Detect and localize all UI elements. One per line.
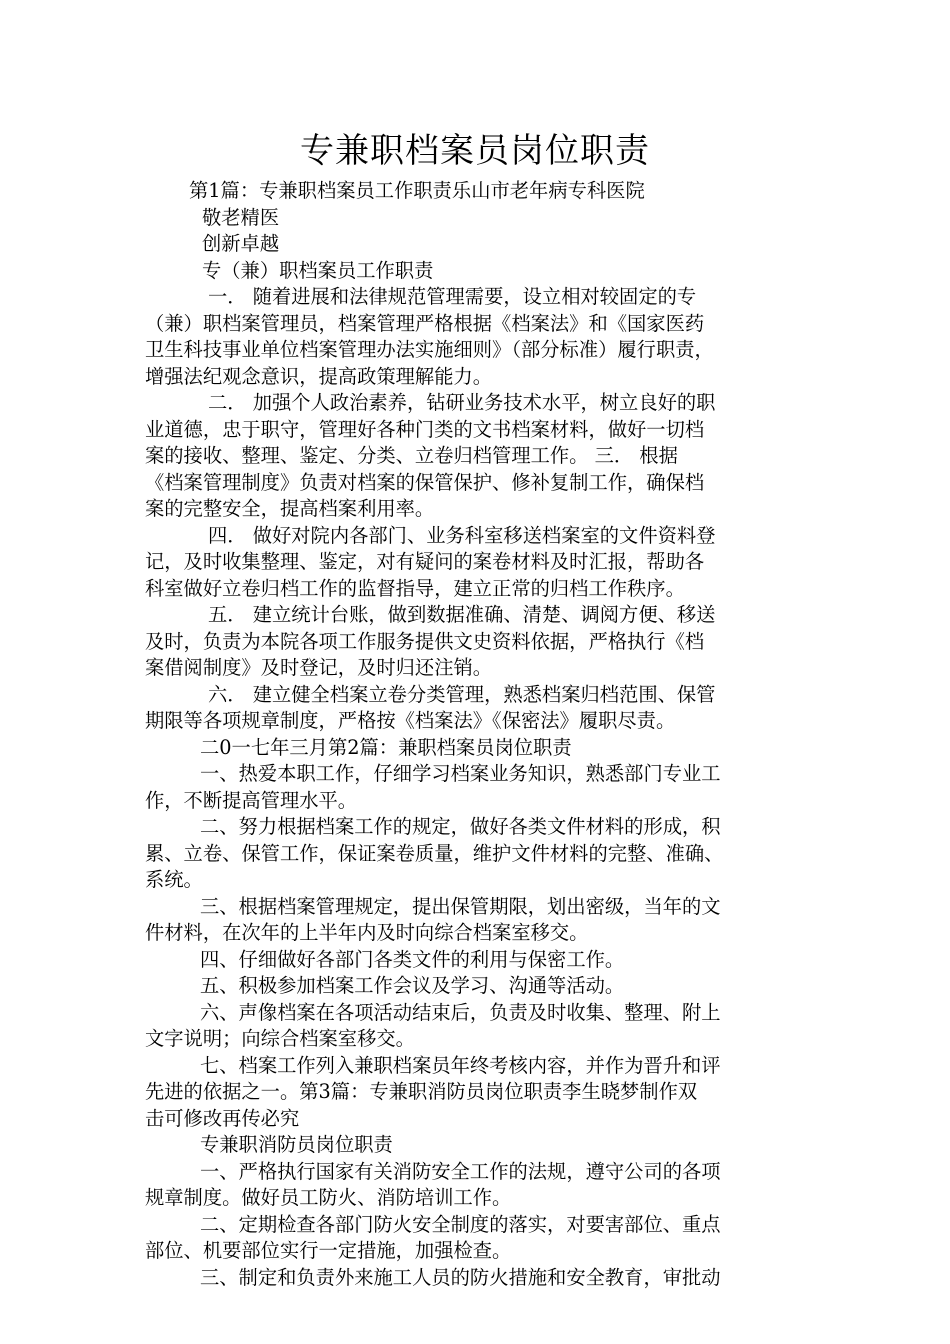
text-line: 卫生科技事业单位档案管理办法实施细则》（部分标准）履行职责，: [145, 338, 714, 361]
text-line: 一、热爱本职工作，仔细学习档案业务知识，熟悉部门专业工: [200, 762, 721, 785]
text-line: 专（兼）职档案员工作职责: [202, 258, 434, 282]
text-line: 案借阅制度》及时登记，及时归还注销。: [145, 656, 493, 679]
text-line: 系统。: [145, 868, 203, 891]
text-line: 敬老精医: [202, 205, 280, 229]
text-line: 部位、机要部位实行一定措施，加强检查。: [145, 1239, 512, 1262]
document-title: 专兼职档案员岗位职责: [300, 131, 650, 171]
text-line: 案的接收、整理、鉴定、分类、立卷归档管理工作。 三． 根据: [145, 444, 678, 467]
text-line: 案的完整安全，提高档案利用率。: [145, 497, 435, 520]
text-line: 五． 建立统计台账，做到数据准确、清楚、调阅方便、移送: [208, 603, 716, 626]
text-line: 二． 加强个人政治素养，钻研业务技术水平，树立良好的职: [208, 391, 716, 414]
text-line: 文字说明；向综合档案室移交。: [145, 1027, 415, 1050]
text-line: 规章制度。做好员工防火、消防培训工作。: [145, 1186, 512, 1209]
text-line: 三、制定和负责外来施工人员的防火措施和安全教育，审批动: [200, 1265, 721, 1289]
text-line: 作，不断提高管理水平。: [145, 788, 358, 812]
document-body: [145, 178, 825, 1291]
text-line: 专兼职消防员岗位职责: [200, 1133, 393, 1156]
text-line: 一． 随着进展和法律规范管理需要，设立相对较固定的专: [208, 285, 697, 308]
text-line: 二、努力根据档案工作的规定，做好各类文件材料的形成，积: [200, 815, 721, 838]
text-line: 四． 做好对院内各部门、业务科室移送档案室的文件资料登: [208, 523, 716, 547]
text-line: 五、积极参加档案工作会议及学习、沟通等活动。: [200, 974, 625, 997]
text-line: 第1篇：专兼职档案员工作职责乐山市老年病专科医院: [189, 179, 645, 202]
text-line: 期限等各项规章制度，严格按《档案法》《保密法》履职尽责。: [145, 709, 676, 732]
text-line: 《档案管理制度》负责对档案的保管保护、修补复制工作，确保档: [145, 470, 705, 494]
text-line: 创新卓越: [202, 232, 280, 255]
text-line: 累、立卷、保管工作，保证案卷质量，维护文件材料的完整、准确、: [145, 841, 724, 865]
text-line: 击可修改再传必究: [145, 1106, 300, 1130]
text-line: 四、仔细做好各部门各类文件的利用与保密工作。: [200, 947, 625, 971]
text-line: 先进的依据之一。第3篇：专兼职消防员岗位职责李生晓梦制作双: [145, 1080, 698, 1103]
text-line: （兼）职档案管理员，档案管理严格根据《档案法》和《国家医药: [145, 311, 705, 335]
text-line: 二0一七年三月第2篇：兼职档案员岗位职责: [200, 735, 572, 759]
text-line: 三、根据档案管理规定，提出保管期限，划出密级，当年的文: [200, 894, 721, 918]
text-line: 六、声像档案在各项活动结束后，负责及时收集、整理、附上: [200, 1000, 721, 1024]
text-line: 一、严格执行国家有关消防安全工作的法规，遵守公司的各项: [200, 1159, 721, 1183]
text-line: 增强法纪观念意识，提高政策理解能力。: [145, 364, 493, 388]
text-line: 科室做好立卷归档工作的监督指导，建立正常的归档工作秩序。: [145, 576, 685, 600]
text-line: 七、档案工作列入兼职档案员年终考核内容，并作为晋升和评: [200, 1053, 721, 1077]
text-line: 件材料，在次年的上半年内及时向综合档案室移交。: [145, 921, 589, 944]
text-line: 二、定期检查各部门防火安全制度的落实，对要害部位、重点: [200, 1212, 721, 1236]
text-line: 及时，负责为本院各项工作服务提供文史资料依据，严格执行《档: [145, 629, 705, 653]
text-line: 六． 建立健全档案立卷分类管理，熟悉档案归档范围、保管: [208, 682, 716, 706]
text-line: 业道德，忠于职守，管理好各种门类的文书档案材料，做好一切档: [145, 417, 705, 441]
text-line: 记，及时收集整理、鉴定，对有疑问的案卷材料及时汇报，帮助各: [145, 550, 705, 573]
